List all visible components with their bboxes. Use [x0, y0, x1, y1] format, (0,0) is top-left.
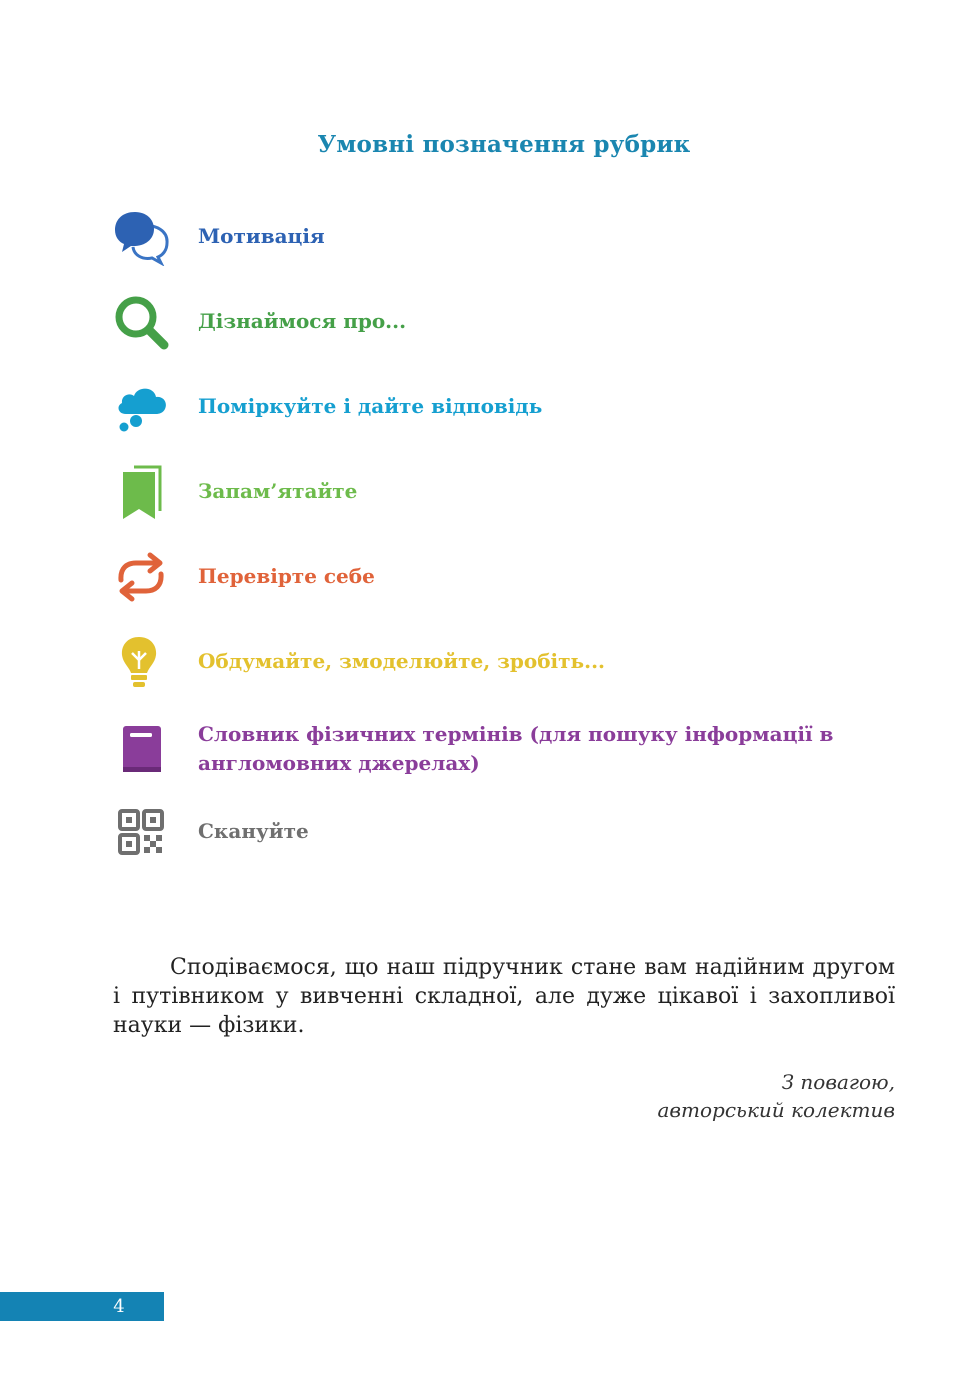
page-title: Умовні позначення рубрик	[317, 131, 691, 158]
thought-cloud-icon	[112, 378, 170, 436]
legend-label-learn: Дізнаймося про...	[198, 309, 407, 333]
legend-label-motivation: Мотивація	[198, 224, 325, 248]
book-icon	[112, 720, 170, 778]
page-number: 4	[113, 1296, 125, 1317]
repeat-arrows-icon	[112, 548, 170, 606]
legend-label-remember: Запам’ятайте	[198, 479, 358, 503]
closing-paragraph: Сподіваємося, що наш підручник стане вам надійним другом і путівником у вивченні складної, але дуже цікавої і захопливої науки — фізики.	[113, 955, 895, 1038]
legend-label-think: Поміркуйте і дайте відповідь	[198, 394, 543, 418]
qr-code-icon	[112, 803, 170, 861]
legend-label-practice: Обдумайте, змоделюйте, зробіть...	[198, 649, 606, 673]
chat-bubbles-icon	[112, 208, 170, 266]
magnifier-icon	[112, 293, 170, 351]
legend-label-scan: Скануйте	[198, 819, 309, 843]
legend-label-check: Перевірте себе	[198, 564, 375, 588]
legend-label-dictionary: Словник фізичних термінів (для пошуку інформації в англомовних джерелах)	[198, 722, 834, 775]
bookmark-icon	[112, 463, 170, 521]
signature-line-1: З повагою,	[781, 1070, 895, 1094]
signature-line-2: авторський колектив	[657, 1098, 895, 1122]
signature	[657, 1068, 895, 1124]
lightbulb-icon	[112, 633, 170, 691]
